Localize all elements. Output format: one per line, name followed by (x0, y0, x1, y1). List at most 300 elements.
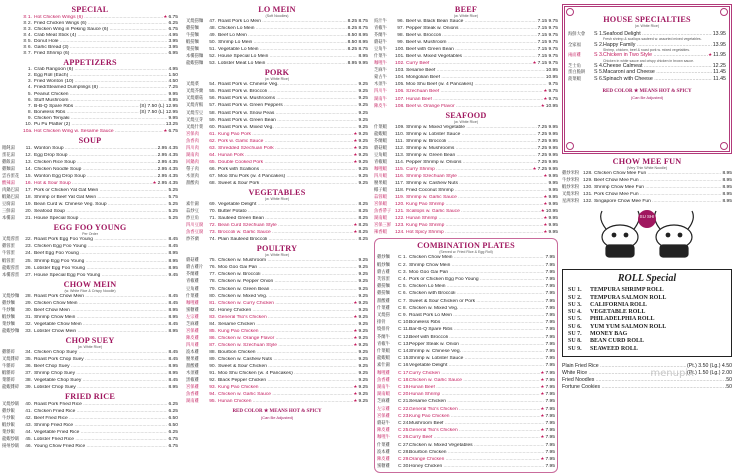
menu-item (186, 229, 368, 236)
item-name: Mushroom Beef ..... (409, 421, 544, 427)
item-name: Moo Shu Beef (w. 4 Pancakes) ..... (406, 82, 547, 88)
item-number: 63. (209, 145, 216, 151)
hot-star-icon: ★ (543, 215, 548, 221)
item-number: 36. (25, 364, 32, 370)
item-price: 8.25 (358, 202, 368, 208)
item-name: General Tso's Chicken ..... (409, 428, 540, 434)
hot-star-icon: ★ (540, 427, 545, 433)
menu-item (2, 415, 178, 422)
item-number: 42. (25, 416, 32, 422)
item-name: Shrimp w. Broccoli ..... (406, 139, 537, 145)
item-name: Lobster Egg Foo Young ..... (34, 266, 167, 272)
item-name: Chicken with Broccoli ..... (409, 291, 544, 297)
item-price: 7.95 (545, 413, 555, 419)
item-price: 8.95 (722, 171, 732, 176)
item-chinese-name: 魚香肉 (186, 137, 199, 143)
section-title: PORK (264, 68, 290, 78)
menu-item (374, 39, 558, 46)
menu-item (2, 408, 178, 415)
item-name: Bourbon Chicken ..... (218, 350, 357, 356)
menu-item (377, 319, 555, 326)
item-number: C 25. (398, 428, 410, 434)
combination-box (374, 238, 558, 473)
item-name: Butter Potato ..... (218, 209, 357, 215)
item-name: General Tso's Chicken ..... (409, 407, 540, 413)
hot-star-icon: ★ (353, 144, 358, 150)
item-name: Sesame Chicken ..... (218, 322, 357, 328)
item-price: 8.50 8.95 (347, 33, 368, 39)
item-number: C 1. (398, 255, 407, 261)
item-number: 74. (209, 237, 216, 243)
item-price: 9.25 (358, 385, 368, 391)
item-number: 122. (395, 216, 405, 222)
menu-item (186, 286, 368, 293)
item-number: 84. (209, 321, 216, 327)
item-chinese-name: 左宗雞 (186, 313, 199, 319)
section-subtitle: (w. White Rice) (453, 14, 479, 18)
item-number: 39. (25, 385, 32, 391)
item-price: 7.95 (545, 435, 555, 441)
item-chinese-name: 什菜蝦 (374, 123, 387, 129)
item-number: 111. (395, 138, 404, 144)
item-name: House Special Egg Foo Young ..... (34, 273, 167, 279)
item-price: 9.25 (358, 300, 368, 306)
item-name: Hunan Shrimp ..... (409, 392, 540, 398)
item-chinese-name: 兩面雞 (568, 52, 581, 58)
menu-item (2, 401, 178, 408)
item-number: 78. (209, 279, 216, 285)
item-number: 132. (583, 199, 593, 205)
item-name: Fried Shrimp (6) ..... (34, 51, 167, 57)
item-price: 1.50 (168, 73, 178, 79)
item-price: 7.15 9.75 (537, 40, 558, 46)
item-price: 9.25 (358, 378, 368, 384)
item-number: C 23. (398, 413, 410, 419)
item-price: 7.15 9.75 (537, 54, 558, 60)
item-number: 6. (27, 97, 32, 103)
item-number: 110. (395, 131, 405, 137)
menu-list (2, 145, 178, 223)
item-number: S 1. (23, 15, 32, 20)
item-price: 9.25 (358, 138, 368, 144)
item-chinese-name: 四川牛 (374, 88, 387, 94)
item-price: 8.95 (722, 192, 732, 198)
menu-item (377, 341, 555, 348)
item-name: Vegetable Fried Rice ..... (34, 430, 167, 436)
item-name: Hot Spicy Shrimp ..... (406, 230, 543, 236)
item-name: Chicken w. Orange Flavor ..... (218, 336, 353, 342)
menu-list (2, 293, 178, 335)
item-name: Lobster Meat Lo Mein ..... (218, 61, 347, 67)
item-chinese-name: 腰果蝦 (374, 179, 387, 185)
item-number: 76. (209, 265, 216, 271)
sushi-badge-text: SU SHI (639, 214, 655, 220)
item-price: 8.95 9.95 (347, 61, 368, 67)
item-number: 40. (25, 402, 32, 408)
menu-item (2, 208, 178, 215)
item-number: 129. (583, 178, 593, 184)
item-name: Shrimp w. Chinese Veg. ..... (409, 349, 544, 355)
item-number: 72. (209, 223, 216, 229)
item-price: 7.15 9.75 (537, 26, 558, 32)
item-number: 61. (209, 131, 216, 137)
item-chinese-name: 豆角蝦 (374, 151, 387, 157)
hot-star-icon: ★ (353, 334, 358, 340)
item-number: 60. (209, 124, 216, 130)
item-chinese-name: 雞麵湯 (2, 165, 15, 171)
item-name: Curry Chicken ..... (409, 371, 540, 377)
hot-star-icon: ★ (353, 327, 358, 333)
section-subtitle: (Soft Noodles) (265, 14, 289, 18)
hot-spicy-note: RED COLOR ★ MEANS HOT & SPICY (232, 409, 322, 415)
item-number: SU 5. (568, 316, 582, 323)
menu-item (2, 258, 178, 265)
menu-item (377, 413, 555, 420)
item-price: 9.95 (548, 173, 558, 179)
menu-item (377, 398, 555, 405)
item-name: Curry Beef ..... (409, 435, 540, 441)
item-number: 28. (25, 293, 32, 299)
item-chinese-name: 叉燒蘑菇 (186, 95, 204, 101)
item-name: Hunan Chicken ..... (218, 399, 353, 405)
menu-item (186, 278, 368, 285)
menu-item (374, 138, 558, 145)
item-price: 11.95 (713, 52, 726, 59)
item-number: S 2. (23, 21, 32, 27)
item-name: Cheese Calmeat ..... (603, 63, 712, 69)
item-number: 8. (27, 109, 32, 115)
item-price: 8.25 (358, 237, 368, 243)
menu-item (377, 305, 555, 312)
item-name: Scallops w. Garlic Sauce ..... (406, 209, 541, 215)
hot-star-icon: ★ (163, 127, 168, 133)
item-price: 2.95 4.35 (157, 145, 178, 151)
item-name: MONEY BAG (590, 331, 628, 338)
item-chinese-name: 青椒雞 (186, 278, 199, 284)
item-name: Roast Pork w. Mushrooms ..... (218, 96, 357, 102)
item-price: 7.25 (168, 85, 178, 91)
item-name: Chicken Noodle Soup ..... (34, 167, 157, 173)
item-number: 85. (209, 328, 216, 334)
menu-item (374, 145, 558, 152)
menu-item (377, 420, 555, 427)
section-title: COMBINATION PLATES (417, 241, 515, 251)
menu-item (2, 122, 178, 128)
item-chinese-name: 雞飯湯 (2, 158, 15, 164)
item-chinese-name: 蝦炒飯 (2, 422, 15, 428)
item-chinese-name: 雞炒米粉 (562, 170, 580, 175)
item-chinese-name: 肉鍋巴湯 (2, 187, 20, 193)
item-chinese-name: 星洲米粉 (562, 198, 580, 204)
item-number: S 6. (594, 75, 604, 82)
item-name: Shrimp Szechuan Style ..... (406, 174, 543, 180)
item-chinese-name: 菠菜蝦 (568, 75, 581, 81)
item-chinese-name: 芙蓉蛋 (377, 275, 390, 281)
item-name: Fried/Steamed Dumplings (8) ..... (34, 85, 167, 91)
menu-item (377, 276, 555, 283)
item-price: 9.25 (358, 152, 368, 158)
item-price: 9.25 (358, 166, 368, 172)
menu-item (374, 208, 558, 215)
item-price: 8.45 (168, 378, 178, 384)
item-chinese-name: 什菜牛 (374, 53, 387, 59)
item-price: 12.25 (712, 62, 726, 69)
item-chinese-name: 叉燒菜 (186, 81, 199, 87)
item-name: Roast Pork w. Mixed Veg. ..... (218, 125, 357, 131)
item-name: Mongolian Beef ..... (406, 75, 545, 81)
item-chinese-name: 甜酸雞 (186, 363, 199, 369)
item-chinese-name: 牛雜碎 (2, 363, 15, 369)
item-chinese-name: 蝦炒麵 (2, 313, 15, 319)
item-chinese-name: 龍蝦撈麵 (186, 60, 204, 66)
menu-item (186, 293, 368, 300)
item-chinese-name: 咖哩雞 (377, 369, 390, 375)
item-chinese-name: 魚香雞 (377, 376, 390, 382)
item-price: 9.25 (358, 293, 368, 299)
item-price: 9.25 (358, 314, 368, 320)
menu-item (186, 18, 368, 25)
menu-item (186, 384, 368, 391)
item-name: Curry Beef ..... (406, 61, 533, 67)
menu-item (374, 159, 558, 166)
item-number: 124. (395, 230, 405, 236)
item-chinese-name: 叉燒什菜 (186, 123, 204, 129)
item-number: SU 3. (568, 301, 582, 308)
item-name: Pork or Chicken Egg Foo Young ..... (409, 277, 544, 283)
roll-item (568, 338, 726, 345)
menu-column-3 (374, 4, 558, 473)
menu-item (562, 177, 732, 184)
item-name: Lobster Chow Mein ..... (34, 329, 167, 335)
item-chinese-name: 陳皮雞 (377, 427, 390, 433)
item-number: 48. (209, 26, 216, 32)
item-chinese-name: 湖南蝦 (374, 215, 387, 221)
item-price: 7.95 (545, 255, 555, 261)
item-name: Shrimp Egg Foo Young ..... (34, 259, 167, 265)
menu-item (2, 194, 178, 201)
item-chinese-name: 木須雞 (186, 370, 199, 376)
item-price: 8.50 8.95 (347, 40, 368, 46)
item-chinese-name: 蒜炒豆 (186, 208, 199, 214)
menu-item (186, 215, 368, 222)
menu-item (374, 74, 558, 81)
item-name: Roast Pork Chow Mein ..... (34, 294, 167, 300)
menu-item (2, 429, 178, 436)
item-price: 7.95 (545, 291, 555, 297)
item-price: 9.95 (168, 115, 178, 121)
item-number: C 18. (398, 377, 410, 383)
hot-star-icon: ★ (353, 391, 358, 397)
item-chinese-name: 蘑菇蝦 (374, 144, 387, 150)
hot-star-icon: ★ (708, 52, 713, 58)
roll-item (568, 346, 726, 353)
menu-item (2, 356, 178, 363)
item-name: Shrimp w. Green Bean ..... (406, 153, 537, 159)
item-name: Pork or Chicken Yat Gat Mein ..... (34, 188, 167, 194)
item-price: 6.75 (168, 444, 178, 450)
item-chinese-name: 陳皮牛 (374, 102, 387, 108)
hot-star-icon: ★ (353, 229, 358, 235)
house-specialties-box (562, 4, 732, 154)
item-name: Moo Goo Gai Pan ..... (409, 270, 544, 276)
item-number: 57. (209, 103, 216, 109)
item-name: Chicken Wing in Peking Sauce (6) ..... (34, 27, 167, 33)
hot-star-icon: ★ (163, 14, 168, 19)
menu-item (186, 124, 368, 131)
side-item (562, 384, 732, 391)
item-price: 8.95 (358, 54, 368, 60)
menu-item (186, 25, 368, 32)
item-number: SU 9. (568, 345, 582, 352)
item-name: Beef with Green Bean ..... (406, 47, 537, 53)
item-chinese-name: 甜酸肉 (186, 179, 199, 185)
item-price: 9.25 (358, 265, 368, 271)
item-price: 9.25 (358, 307, 368, 313)
ornament-icon (566, 142, 574, 150)
hot-star-icon: ★ (543, 229, 548, 235)
item-chinese-name: 什菜雞 (186, 292, 199, 298)
item-name: Bean Curd w. Chinese Veg. Soup ..... (34, 202, 167, 208)
item-name: Fried Noodles ..... (562, 377, 724, 384)
item-price: 7.95 (545, 349, 555, 354)
item-name: Sesame Beef ..... (406, 68, 545, 74)
item-price: 6.75 (168, 27, 178, 33)
item-name: Beef Fried Rice ..... (34, 416, 167, 422)
item-number: S 4. (594, 62, 604, 69)
menu-item (186, 356, 368, 363)
item-number: C 5. (398, 284, 407, 290)
item-number: C 2. (398, 262, 407, 268)
roll-item (568, 309, 726, 316)
item-price: 8.95 (168, 364, 178, 370)
item-number: 10a. (23, 128, 33, 134)
menu-item (2, 180, 178, 187)
item-chinese-name: 叉燒雜碎 (2, 355, 20, 361)
item-number: SU 7. (568, 331, 582, 338)
item-name: White Rice ..... (562, 370, 686, 377)
section-title: FRIED RICE (65, 392, 115, 402)
menu-list (2, 236, 178, 278)
item-chinese-name: 牛炒麵 (2, 306, 15, 312)
item-chinese-name: 豆角牛 (374, 46, 387, 52)
menu-item (377, 427, 555, 434)
menu-item (186, 166, 368, 173)
menu-item (374, 25, 558, 32)
item-price: 6.75 (168, 15, 178, 20)
item-name: CALIFORNIA ROLL (590, 301, 647, 308)
item-name: Roast Pork Chop Suey ..... (34, 357, 167, 363)
item-number: 43. (25, 423, 32, 429)
item-price: 8.45 (168, 237, 178, 243)
item-price: 4.95 (168, 33, 178, 39)
item-price: 6.25 (168, 409, 178, 415)
menu-item (186, 264, 368, 271)
item-chinese-name: 辣香蝦 (374, 229, 387, 235)
item-number: 14. (25, 166, 32, 172)
item-number: 54. (209, 82, 216, 88)
item-price: 9.25 (358, 173, 368, 179)
item-name: Chicken Rice Soup ..... (34, 160, 157, 166)
item-name: Chicken Lo Mein ..... (218, 26, 347, 32)
item-chinese-name: 蝦撈麵 (186, 39, 199, 45)
item-chinese-name: 黑椒雞 (186, 377, 199, 383)
item-chinese-name: 波本雞 (186, 348, 199, 354)
item-number: 29. (25, 300, 32, 306)
item-number: 70. (209, 209, 216, 215)
menu-item (374, 53, 558, 60)
hot-star-icon: ★ (540, 376, 545, 382)
item-chinese-name: 龍蝦炒麵 (2, 327, 20, 333)
item-number: 41. (25, 409, 32, 415)
item-name: Beef Lo Mein ..... (218, 33, 347, 39)
hot-star-icon: ★ (540, 434, 545, 440)
section-subtitle: (w. White Rice) (453, 119, 479, 124)
menu-item (374, 229, 558, 236)
item-price: 8.45 (168, 349, 178, 355)
item-price: 2.95 4.35 (157, 159, 178, 165)
item-number: SU 2. (568, 294, 582, 301)
roll-item (568, 295, 726, 302)
item-number: 128. (583, 171, 593, 176)
item-number: 56. (209, 96, 216, 102)
menu-item (186, 32, 368, 39)
item-chinese-name: 雞炒麵 (377, 254, 390, 260)
item-chinese-name: 酸辣湯 (2, 180, 15, 186)
item-number: 27. (25, 272, 32, 278)
item-number: 51. (209, 47, 216, 53)
item-price: 9.25 (358, 159, 368, 165)
menu-item (374, 32, 558, 39)
item-chinese-name: 龍蝦蓉蛋 (2, 264, 20, 270)
item-name: Lobster Chop Suey ..... (34, 385, 167, 391)
item-number: 4. (27, 85, 32, 91)
item-number: 65. (209, 159, 216, 165)
item-price: 7.95 (545, 385, 555, 391)
item-price: 2.95 4.35 (157, 152, 178, 158)
item-number: 30. (25, 307, 32, 313)
item-price: 7.15 9.75 (537, 19, 558, 24)
item-name: Kung Pao Chicken ..... (409, 414, 540, 420)
ornament-icon (720, 142, 728, 150)
item-name: Boneless Ribs ..... (34, 110, 139, 116)
item-price: 2.95 4.35 (157, 174, 178, 180)
menu-item (186, 335, 368, 342)
menu-item (374, 46, 558, 53)
item-price: 9.25 (358, 342, 368, 348)
item-price: 8.25 (358, 223, 368, 229)
item-price: 7.95 (545, 276, 555, 282)
section-subtitle: (w. White Rice) (264, 253, 290, 258)
item-number: 66. (209, 166, 216, 172)
item-name: Chicken w. Garlic Sauce ..... (409, 378, 540, 384)
item-number: 33. (25, 328, 32, 334)
item-name: Chicken w. Mushroom ..... (218, 258, 357, 264)
item-name: Beef w. Broccoli ..... (406, 33, 537, 39)
roll-list (568, 287, 726, 353)
item-price: 11.45 (713, 75, 726, 82)
item-number: 80. (209, 293, 216, 299)
menu-column-4 (562, 4, 732, 391)
item-chinese-name: 陳皮雞 (377, 456, 390, 462)
menu-item (377, 442, 555, 449)
item-name: Shrimp Fried Rice ..... (34, 423, 167, 429)
item-number: 104. (395, 75, 405, 81)
menu-item (2, 436, 178, 443)
item-name: Spinach with Cheese ..... (603, 76, 712, 82)
section-subtitle: (w. White Rice) (264, 197, 290, 202)
item-chinese-name: 芥蘭雞 (186, 271, 199, 277)
item-price: 9.25 (358, 335, 368, 341)
